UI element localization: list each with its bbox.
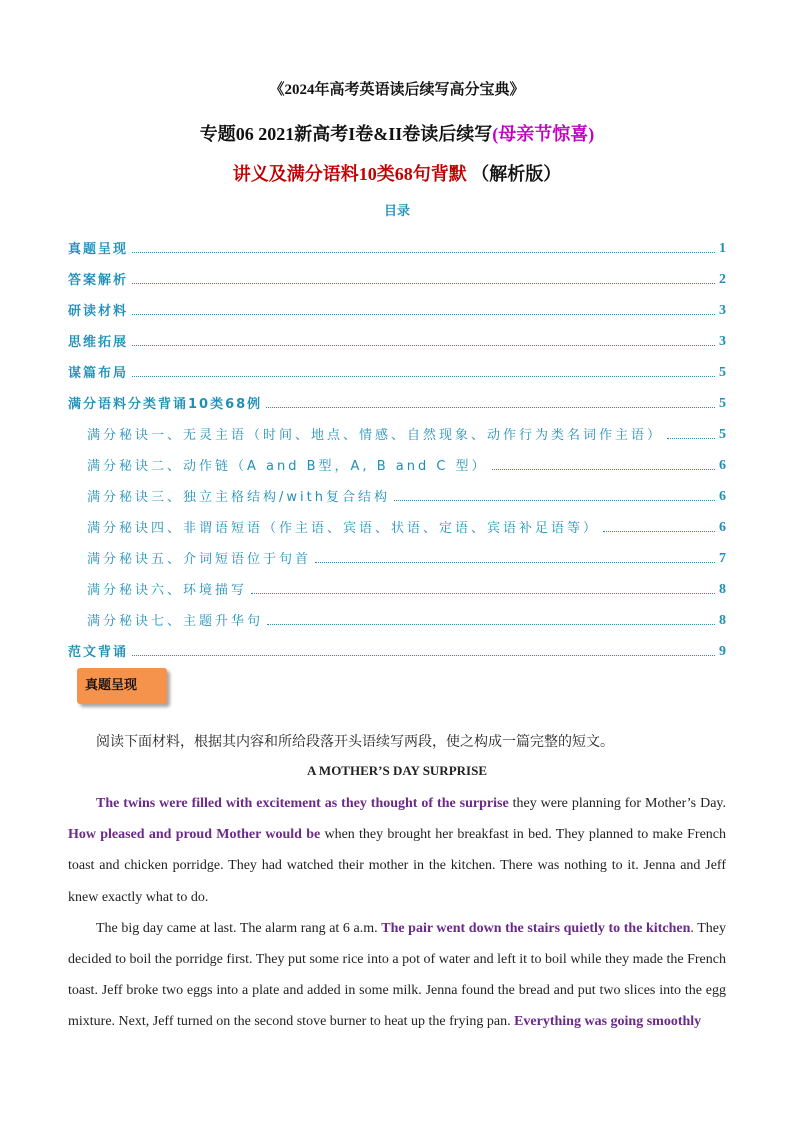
toc-leader-dots: [603, 530, 715, 532]
toc-leader-dots: [132, 251, 715, 253]
story-paragraph-1: [68, 788, 726, 913]
toc-entry[interactable]: [68, 536, 726, 567]
toc-entry-page: 8: [719, 582, 726, 597]
toc-entry-page: 3: [719, 334, 726, 349]
toc-leader-dots: [315, 561, 715, 563]
toc-entry-page: 5: [719, 365, 726, 380]
toc-entry-label: 答案解析: [68, 273, 129, 288]
toc-entry-page: 6: [719, 520, 726, 535]
toc-leader-dots: [132, 313, 715, 315]
story-text: The big day came at last. The alarm rang at 6 a.m.: [96, 920, 382, 936]
toc-entry-page: 7: [719, 551, 726, 566]
story-title: A MOTHER’S DAY SURPRISE: [307, 763, 487, 778]
toc-entry-label: 满分秘诀七、主题升华句: [87, 614, 264, 629]
toc-entry[interactable]: [68, 443, 726, 474]
toc-leader-dots: [132, 654, 715, 656]
toc-entry[interactable]: [68, 474, 726, 505]
toc-entry-page: 8: [719, 613, 726, 628]
toc-leader-dots: [132, 375, 715, 377]
toc-entry[interactable]: [68, 567, 726, 598]
toc-entry-page: 5: [719, 427, 726, 442]
toc-leader-dots: [251, 592, 715, 594]
toc-entry[interactable]: [68, 226, 726, 257]
toc-entry-label: 满分秘诀一、无灵主语（时间、地点、情感、自然现象、动作行为类名词作主语）: [87, 428, 664, 443]
toc-entry[interactable]: [68, 381, 726, 412]
toc-entry-page: 9: [719, 644, 726, 659]
highlighted-phrase: Everything was going smoothly: [514, 1014, 702, 1030]
toc-entry-label: 范文背诵: [68, 645, 129, 660]
toc-leader-dots: [132, 282, 715, 284]
topic-title: [0, 120, 794, 146]
toc-leader-dots: [266, 406, 715, 408]
toc-entry[interactable]: [68, 288, 726, 319]
toc-entry[interactable]: [68, 319, 726, 350]
toc-entry-label: 真题呈现: [68, 242, 129, 257]
story-text: . They decided to boil the porridge first. They put some rice into a pot of water and left it to boil while they made the French toast. Jeff broke two eggs into a plate and added in some milk. Jenna found the bread and put two slices into the egg mixture. Next, Jeff turned on the second stove burner to heat up the frying pan.: [68, 920, 726, 1030]
toc-entry[interactable]: [68, 412, 726, 443]
toc-leader-dots: [132, 344, 715, 346]
toc-entry[interactable]: [68, 505, 726, 536]
instruction-text: 阅读下面材料，根据其内容和所给段落开头语续写两段，使之构成一篇完整的短文。: [96, 734, 614, 750]
toc-entry[interactable]: [68, 598, 726, 629]
toc-entry-label: 满分秘诀六、环境描写: [87, 583, 248, 598]
toc-leader-dots: [492, 468, 715, 470]
toc-entry-label: 满分秘诀五、介词短语位于句首: [87, 552, 312, 567]
toc-entry-page: 5: [719, 396, 726, 411]
book-title: 《2024年高考英语读后续写高分宝典》: [269, 82, 525, 98]
topic-title-highlight: (母亲节惊喜): [492, 124, 595, 144]
story-text: when they brought her breakfast in bed. They planned to make French toast and chicken porridge. They had watched their mother in the kitchen. There was nothing to it. Jenna and Jeff knew exactly what to do.: [68, 827, 726, 905]
story-text: they were planning for Mother’s Day.: [508, 796, 726, 811]
toc-entry-page: 6: [719, 489, 726, 504]
table-of-contents: [68, 226, 726, 660]
toc-entry-label: 谋篇布局: [68, 366, 129, 381]
sub-title-tail: （解析版）: [471, 164, 562, 184]
toc-entry-page: 3: [719, 303, 726, 318]
story-body: [68, 788, 726, 1038]
story-paragraph-2: [68, 913, 726, 1038]
highlighted-phrase: The pair went down the stairs quietly to the kitchen: [381, 920, 691, 936]
toc-entry-page: 6: [719, 458, 726, 473]
toc-entry[interactable]: [68, 257, 726, 288]
toc-entry-label: 满分语料分类背诵10类68例: [68, 397, 263, 412]
toc-leader-dots: [267, 623, 715, 625]
section-badge: 真题呈现: [77, 668, 167, 704]
toc-entry-label: 满分秘诀三、独立主格结构/with复合结构: [87, 490, 390, 505]
toc-heading: 目录: [383, 204, 410, 219]
toc-leader-dots: [394, 499, 715, 501]
toc-entry-label: 研读材料: [68, 304, 129, 319]
sub-title: [0, 160, 794, 186]
toc-entry-label: 思维拓展: [68, 335, 129, 350]
sub-title-main: 讲义及满分语料10类68句背默: [232, 164, 467, 184]
toc-entry-page: 1: [719, 241, 726, 256]
toc-entry-label: 满分秘诀四、非谓语短语（作主语、宾语、状语、定语、宾语补足语等）: [87, 521, 600, 536]
highlighted-phrase: How pleased and proud Mother would be: [68, 827, 321, 843]
toc-entry-label: 满分秘诀二、动作链（A and B型，A, B and C 型）: [87, 459, 488, 474]
highlighted-phrase: The twins were filled with excitement as they thought of the surprise: [96, 796, 509, 811]
topic-title-main: 专题06 2021新高考I卷&II卷读后续写: [199, 124, 493, 144]
toc-entry[interactable]: [68, 350, 726, 381]
toc-leader-dots: [667, 437, 715, 439]
toc-entry-page: 2: [719, 272, 726, 287]
toc-entry[interactable]: [68, 629, 726, 660]
